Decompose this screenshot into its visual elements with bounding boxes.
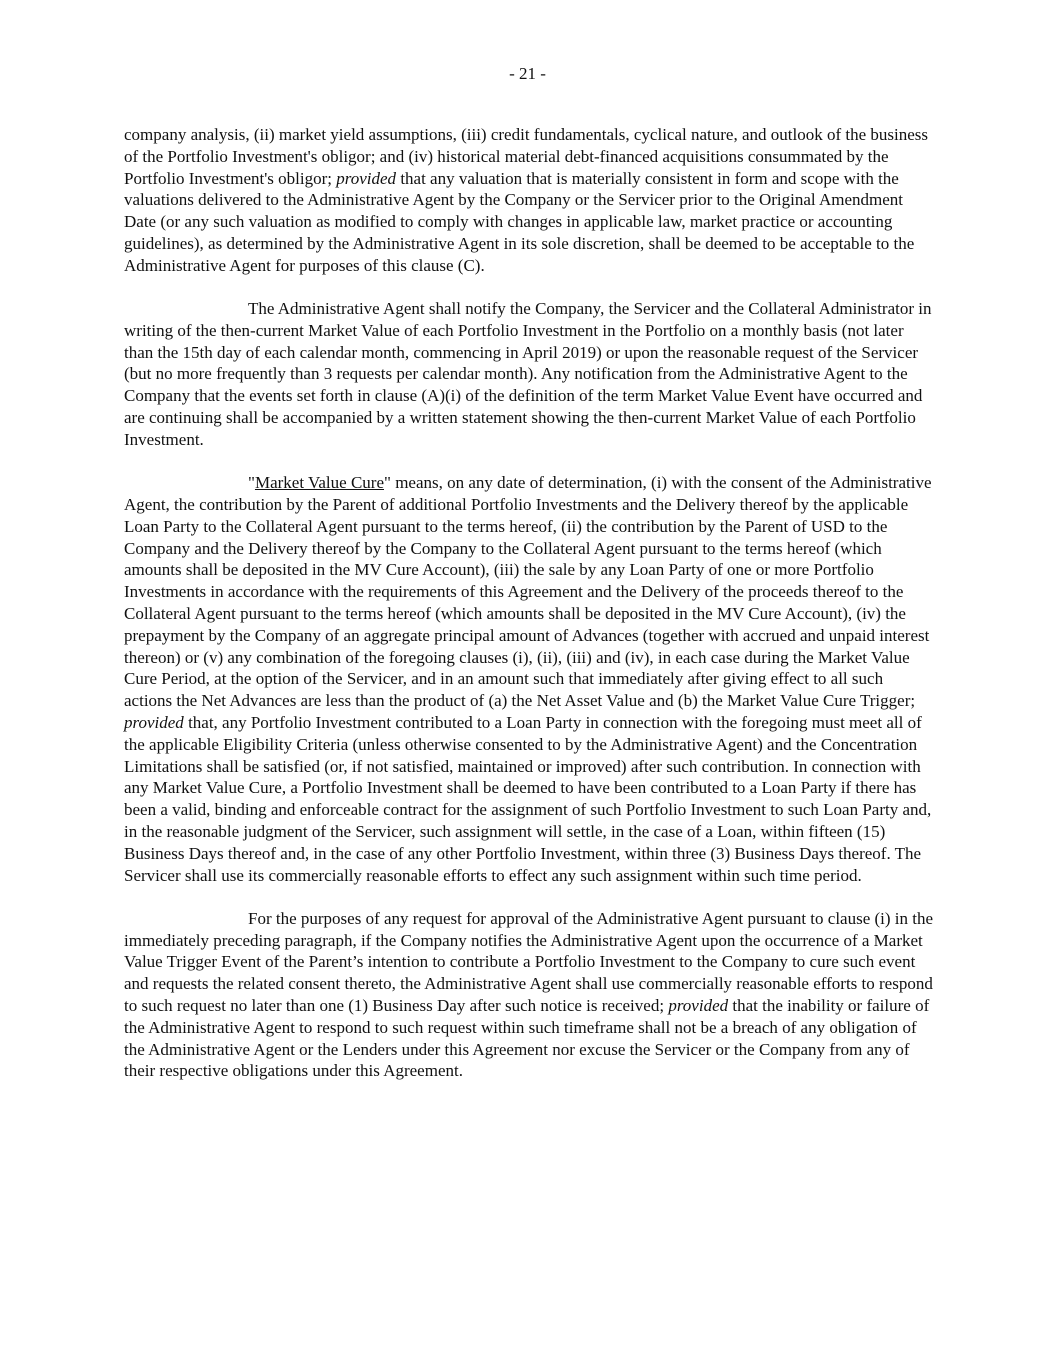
text-run: The Administrative Agent shall notify the Company, the Servicer and the Collateral Administrator in writing of the then-current Market Value of each Portfolio Investment in the Portfolio on a monthly basis (not later than the 15th day of each calendar month, commencing in April 2019) or upon the reasonable request of the Servicer (but no more frequently than 3 requests per calendar month). Any notification from the Administrative Agent to the Company that the events set forth in clause (A)(i) of the definition of the term Market Value Event have occurred and are continuing shall be accompanied by a written statement showing the then-current Market Value of each Portfolio Investment. (124, 299, 932, 449)
text-run: that, any Portfolio Investment contributed to a Loan Party in connection with the foregoing must meet all of the applicable Eligibility Criteria (unless otherwise consented to by the Administrative Agent) and the Concentration Limitations shall be satisfied (or, if not satisfied, maintained or improved) after such contribution. In connection with any Market Value Cure, a Portfolio Investment shall be deemed to have been contributed to a Loan Party if there has been a valid, binding and enforceable contract for the assignment of such Portfolio Investment to such Loan Party and, in the reasonable judgment of the Servicer, such assignment will settle, in the case of a Loan, within fifteen (15) Business Days thereof and, in the case of any other Portfolio Investment, within three (3) Business Days thereof. The Servicer shall use its commercially reasonable efforts to effect any such assignment within such time period. (124, 712, 932, 885)
emphasis-provided: provided (336, 168, 397, 188)
paragraph-valuation-clause (124, 124, 934, 277)
paragraph-market-value-notice (124, 298, 934, 451)
document-body (124, 124, 934, 1104)
text-run: " means, on any date of determination, (i) with the consent of the Administrative Agent, the contribution by the Parent of additional Portfolio Investments and the Delivery thereof by the applicable Loan Party to the Collateral Agent pursuant to the terms hereof, (ii) the contribution by the Parent of USD to the Company and the Delivery thereof by the Company to the Collateral Agent pursuant to the terms hereof (which amounts shall be deposited in the MV Cure Account), (iii) the sale by any Loan Party of one or more Portfolio Investments in accordance with the requirements of this Agreement and the Delivery of the proceeds thereof to the Collateral Agent pursuant to the terms hereof (which amounts shall be deposited in the MV Cure Account), (iv) the prepayment by the Company of an aggregate principal amount of Advances (together with accrued and unpaid interest thereon) or (v) any combination of the foregoing clauses (i), (ii), (iii) and (iv), in each case during the Market Value Cure Period, at the option of the Servicer, and in an amount such that immediately after giving effect to all such actions the Net Advances are less than the product of (a) the Net Asset Value and (b) the Market Value Cure Trigger; (124, 473, 932, 711)
paragraph-market-value-cure-definition (124, 472, 934, 886)
defined-term-market-value-cure: Market Value Cure (254, 473, 384, 493)
text-run: that the inability or failure of the Administrative Agent to respond to such request within such timeframe shall not be a breach of any obligation of the Administrative Agent or the Lenders under this Agreement nor excuse the Servicer or the Company from any of their respective obligations under this Agreement. (124, 995, 930, 1081)
text-run: " (248, 473, 255, 493)
text-run: that any valuation that is materially consistent in form and scope with the valuations delivered to the Administrative Agent by the Company or the Servicer prior to the Original Amendment Date (or any such valuation as modified to comply with changes in applicable law, market practice or accounting guidelines), as determined by the Administrative Agent in its sole discretion, shall be deemed to be acceptable to the Administrative Agent for purposes of this clause (C). (124, 168, 915, 275)
text-run: company analysis, (ii) market yield assumptions, (iii) credit fundamentals, cyclical nature, and outlook of the business of the Portfolio Investment's obligor; and (iv) historical material debt-financed acquisitions consummated by the Portfolio Investment's obligor; (124, 125, 928, 188)
text-run: For the purposes of any request for approval of the Administrative Agent pursuant to clause (i) in the immediately preceding paragraph, if the Company notifies the Administrative Agent upon the occurrence of a Market Value Trigger Event of the Parent’s intention to contribute a Portfolio Investment to the Company to cure such event and requests the related consent thereto, the Administrative Agent shall use commercially reasonable efforts to respond to such request no later than one (1) Business Day after such notice is received; (124, 908, 934, 1015)
paragraph-approval-request (124, 908, 934, 1082)
emphasis-provided: provided (124, 712, 184, 732)
page-number: - 21 - (509, 64, 546, 83)
emphasis-provided: provided (668, 995, 729, 1015)
